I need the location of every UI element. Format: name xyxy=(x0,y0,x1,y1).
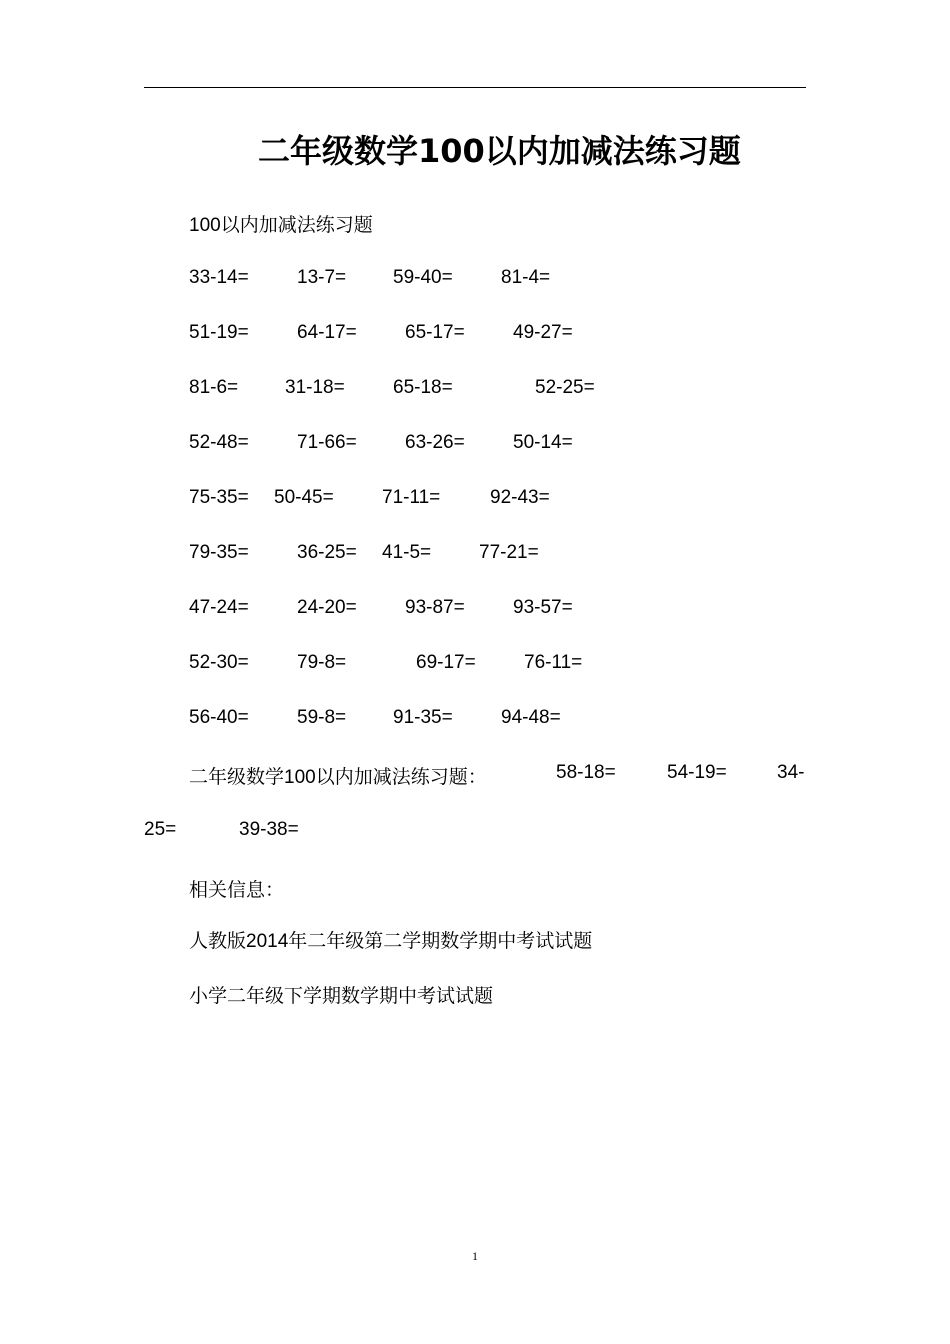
problem: 94-48= xyxy=(501,707,561,728)
problem: 71-66= xyxy=(297,432,357,453)
problem: 79-8= xyxy=(297,652,347,673)
problem-row xyxy=(189,377,806,401)
problem-row xyxy=(189,597,806,621)
problem: 41-5= xyxy=(382,542,432,563)
problem: 50-45= xyxy=(274,487,334,508)
problem: 52-48= xyxy=(189,432,249,453)
mixed-label: 二年级数学100以内加减法练习题： xyxy=(189,767,487,788)
problem: 71-11= xyxy=(382,487,441,508)
problem-row xyxy=(189,652,806,676)
mixed-continuation xyxy=(144,819,761,843)
problem: 47-24= xyxy=(189,597,249,618)
problem: 64-17= xyxy=(297,322,357,343)
problem: 76-11= xyxy=(524,652,583,673)
problem: 52-30= xyxy=(189,652,249,673)
problem: 65-18= xyxy=(393,377,453,398)
problem-row xyxy=(189,707,806,731)
problem: 77-21= xyxy=(479,542,539,563)
problem: 50-14= xyxy=(513,432,573,453)
problem: 24-20= xyxy=(297,597,357,618)
problem: 59-8= xyxy=(297,707,347,728)
problem: 52-25= xyxy=(535,377,595,398)
mixed-problem-line xyxy=(189,762,806,786)
problem-row xyxy=(189,487,806,511)
problem: 63-26= xyxy=(405,432,465,453)
problem: 93-87= xyxy=(405,597,465,618)
problem: 25= xyxy=(144,819,177,840)
problem: 51-19= xyxy=(189,322,249,343)
subtitle: 100以内加减法练习题 xyxy=(189,215,373,236)
problem: 65-17= xyxy=(405,322,465,343)
related-heading: 相关信息： xyxy=(189,880,285,901)
problem: 34- xyxy=(777,762,805,783)
problem: 81-4= xyxy=(501,267,551,288)
problem: 93-57= xyxy=(513,597,573,618)
problem: 79-35= xyxy=(189,542,249,563)
header-rule xyxy=(144,87,806,88)
problem: 39-38= xyxy=(239,819,299,840)
problem: 59-40= xyxy=(393,267,453,288)
problem: 81-6= xyxy=(189,377,239,398)
problem: 33-14= xyxy=(189,267,249,288)
related-link[interactable]: 人教版2014年二年级第二学期数学期中考试试题 xyxy=(189,931,593,952)
problem: 92-43= xyxy=(490,487,550,508)
problem: 13-7= xyxy=(297,267,347,288)
problem: 54-19= xyxy=(667,762,727,783)
problem: 69-17= xyxy=(416,652,476,673)
problem-row xyxy=(189,322,806,346)
problem-row xyxy=(189,432,806,456)
problem-row xyxy=(189,542,806,566)
problem: 91-35= xyxy=(393,707,453,728)
related-link[interactable]: 小学二年级下学期数学期中考试试题 xyxy=(189,986,494,1007)
page-number: 1 xyxy=(472,1249,478,1263)
problem: 58-18= xyxy=(556,762,616,783)
problem: 56-40= xyxy=(189,707,249,728)
problem: 31-18= xyxy=(285,377,345,398)
problem: 36-25= xyxy=(297,542,357,563)
problem: 49-27= xyxy=(513,322,573,343)
document-title: 二年级数学100以内加减法练习题 xyxy=(258,132,741,170)
problem-row xyxy=(189,267,806,291)
problem: 75-35= xyxy=(189,487,249,508)
